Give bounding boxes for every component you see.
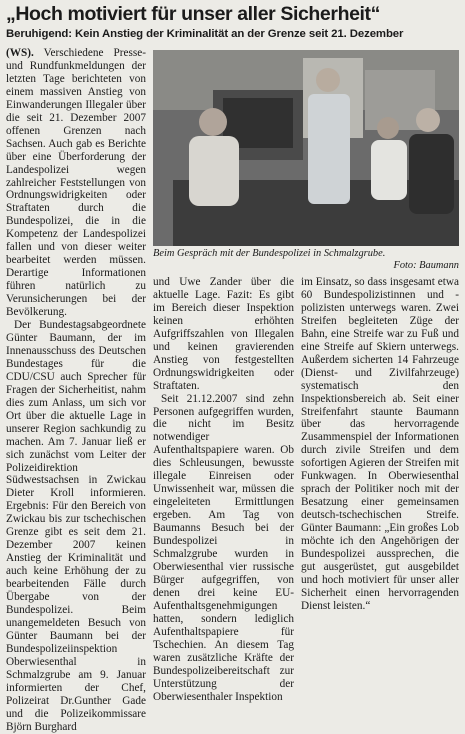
article-column-3 (301, 276, 459, 624)
article-headline: „Hoch motiviert für unser aller Sicherheit“ (6, 3, 380, 25)
caption-text: Beim Gespräch mit der Bundespolizei in Schmalzgrube. (153, 248, 386, 259)
paragraph-text: Verschiedene Presse- und Rundfunkmeldungen der letzten Tage berichteten von einem massiven Anstieg von Einwanderungen Illegaler über die seit 21. Dezember 2007 offenen Grenzen nach Sachsen. Auch gab es Berichte über eine Überforderung der Landespolizei wegen zahlreicher Feststellungen von Ordnungswidrigkeiten oder Straftaten durch die Bundespolizei, die in die Kompetenz der Landespolizei fallen und von dieser weiter bearbeitet werden müssen. Derartige Informationen führen natürlich zu Verunsicherungen bei der Bevölkerung. (6, 47, 146, 319)
photo-illustration (153, 50, 459, 246)
paragraph: Seit 21.12.2007 sind zehn Personen aufgegriffen wurden, die nicht im Besitz notwendiger Aufenthaltspapiere waren. Ob dies Schleusungen, bewusste illegale Einreisen oder Unwissenheit war, müssen die eingeleiteten Ermittlungen ergeben. Am Tag von Baumanns Besuch bei der Bundespolizei in Schmalzgrube wurden in Oberwiesenthal vier russische Bürger aufgegriffen, von denen drei keine EU-Aufenthaltsgenehmigungen hatten, sondern lediglich Aufenthaltspapiere für Tschechien. An diesem Tag waren zusätzliche Kräfte der Bundespolizeibereitschaft zur Unterstützung der Oberwiesenthaler Inspektion (153, 392, 294, 703)
article-photo (153, 50, 459, 246)
article-subheadline: Beruhigend: Kein Anstieg der Kriminalität an der Grenze seit 21. Dezember (6, 28, 404, 40)
article-column-2 (153, 276, 294, 703)
photo-credit: Foto: Baumann (393, 260, 459, 271)
paragraph (6, 47, 146, 319)
article-column-1 (6, 47, 146, 733)
paragraph: Der Bundestagsabgeordnete Günter Baumann, der im Innenausschuss des Deutschen Bundestages für die CDU/CSU auch Sprecher für Fragen der Sicherheitist, nahm dies zum Anlass, um sich vor Ort über die aktuelle Lage in unserer Region sachkundig zu machen. Am 7. Januar ließ er sich zunächst vom Leiter der Polizeidirektion Südwestsachsen in Zwickau Dieter Kroll informieren. Ergebnis: Für den Bereich von Zwickau bis zur tschechischen Grenze gibt es seit dem 21. Dezember 2007 keinen Anstieg der Kriminalität und auch keine Erhöhung der zu bearbeitenden Fälle durch Übergabe von der Bundespolizei. Beim unangemeldeten Besuch von Günter Baumann bei der Bundespolizeiinspektion Oberwiesenthal in Schmalzgrube am 9. Januar informierten der Chef, Polizeirat Dr.Gunther Gade und die Polizeikommissare Björn Burghard (6, 319, 146, 733)
paragraph: und Uwe Zander über die aktuelle Lage. Fazit: Es gibt im Bereich dieser Inspektion keinen erhöhten Aufgriffszahlen von Illegalen und keinen gravierenden Anstieg von festgestellten Ordnungswidrigkeiten oder Straftaten. (153, 276, 294, 392)
dateline: (WS). (6, 47, 34, 59)
photo-caption (153, 248, 459, 272)
paragraph: im Einsatz, so dass insgesamt etwa 60 Bundespolizistinnen und -polizisten unterwegs waren. Zwei Streifen begleiteten Züge der Bahn, eine Streife war zu Fuß und eine Streife auf Skiern unterwegs. Außerdem sicherten 14 Fahrzeuge (Dienst- und Zivilfahrzeuge) systematisch den Inspektionsbereich ab. Seit einer Streifenfahrt staunte Baumann über das hervorragende Zusammenspiel der Informationen durch zivile Streifen und dem sofortigen Agieren der Streifen mit Funkwagen. In Oberwiesenthal sprach der Politiker noch mit der Besatzung einer gemeinsamen deutsch-tschechischen Streife. Günter Baumann: „Ein großes Lob möchte ich den Angehörigen der Bundespolizei aussprechen, die gut ausgerüstet, gut ausgebildet und hoch motiviert für unser aller Sicherheit einen hervorragenden Dienst leisten.“ (301, 276, 459, 612)
